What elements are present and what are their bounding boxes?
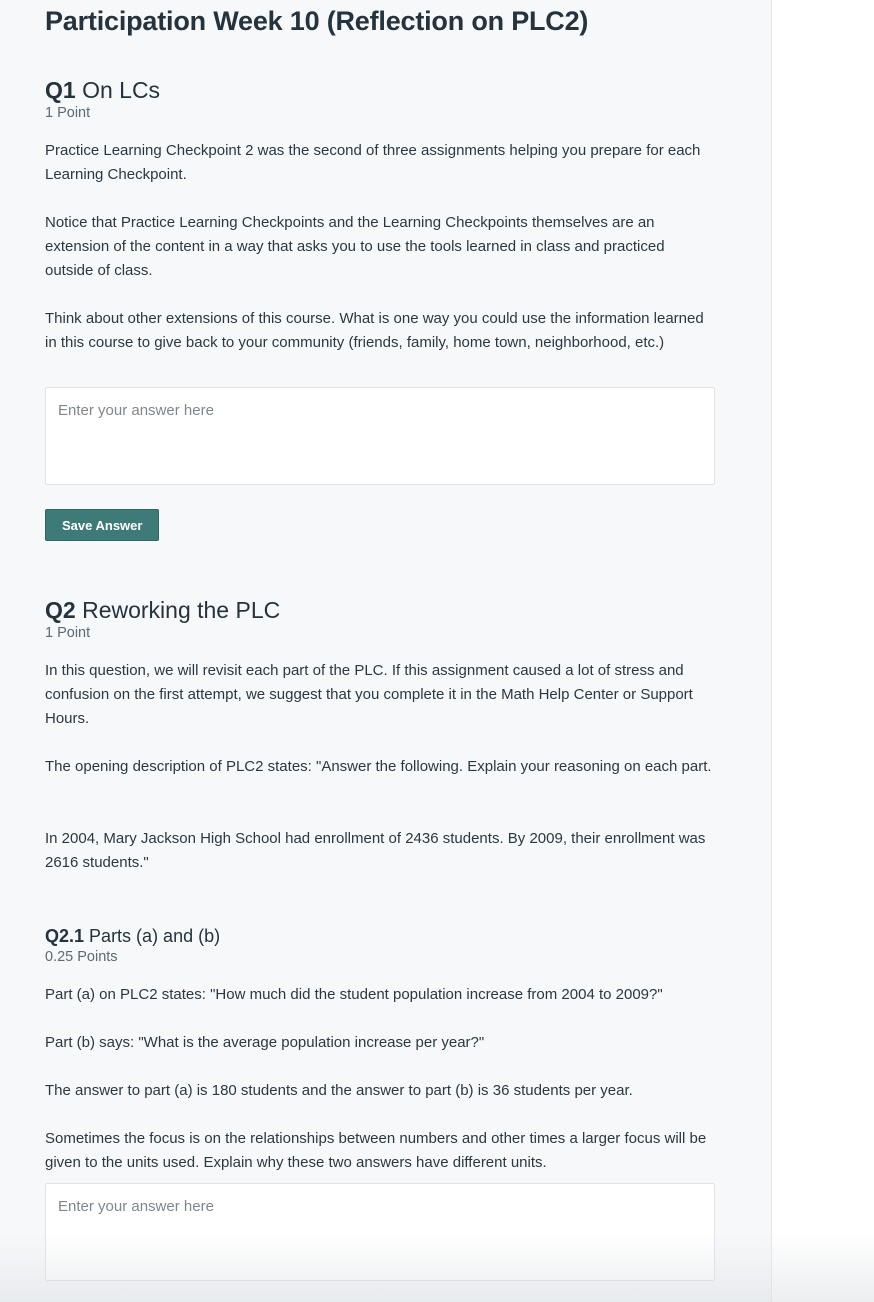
q2-heading	[45, 596, 715, 624]
q2-1-number: Q2.1	[45, 926, 85, 946]
q2-1-points: 0.25 Points	[45, 949, 118, 965]
q1-paragraph: Think about other extensions of this course. What is one way you could use the information learned in this course to give back to your community (friends, family, home town, neighborhood, etc.)	[45, 310, 704, 351]
q2-1-paragraph: Part (a) on PLC2 states: "How much did the student population increase from 2004 to 2009?"	[45, 986, 663, 1003]
q2-1-heading	[45, 924, 715, 948]
right-side-panel	[771, 0, 874, 1302]
q1-save-answer-button[interactable]: Save Answer	[45, 509, 159, 541]
q2-title: Reworking the PLC	[82, 597, 281, 623]
q2-1-paragraph: The answer to part (a) is 180 students and the answer to part (b) is 36 students per year.	[45, 1082, 633, 1099]
q2-paragraph: In 2004, Mary Jackson High School had enrollment of 2436 students. By 2009, their enrollment was 2616 students."	[45, 830, 706, 871]
q2-paragraph: The opening description of PLC2 states: "Answer the following. Explain your reasoning on each part.	[45, 758, 712, 775]
question-q2-1	[45, 924, 715, 966]
q2-1-paragraph: Part (b) says: "What is the average population increase per year?"	[45, 1034, 485, 1051]
q2-number: Q2	[45, 597, 76, 623]
q1-paragraph: Practice Learning Checkpoint 2 was the second of three assignments helping you prepare for each Learning Checkpoint.	[45, 142, 701, 183]
q2-paragraph: In this question, we will revisit each part of the PLC. If this assignment caused a lot of stress and confusion on the first attempt, we suggest that you complete it in the Math Help Center or Support Hours.	[45, 662, 693, 727]
q1-answer-input[interactable]	[45, 387, 715, 485]
q1-number: Q1	[45, 77, 76, 103]
q1-paragraph: Notice that Practice Learning Checkpoints and the Learning Checkpoints themselves are an extension of the content in a way that asks you to use the tools learned in class and practiced outside of class.	[45, 214, 665, 279]
question-q1	[45, 76, 715, 122]
q1-title: On LCs	[82, 77, 161, 103]
q2-1-paragraph: Sometimes the focus is on the relationships between numbers and other times a larger focus will be given to the units used. Explain why these two answers have different units.	[45, 1130, 707, 1171]
q1-heading	[45, 76, 715, 104]
page-title: Participation Week 10 (Reflection on PLC2)	[45, 6, 589, 36]
q1-points: 1 Point	[45, 105, 91, 121]
q2-1-title: Parts (a) and (b)	[89, 926, 221, 946]
question-q2	[45, 596, 715, 642]
q2-1-answer-input[interactable]	[45, 1183, 715, 1281]
q2-points: 1 Point	[45, 625, 91, 641]
